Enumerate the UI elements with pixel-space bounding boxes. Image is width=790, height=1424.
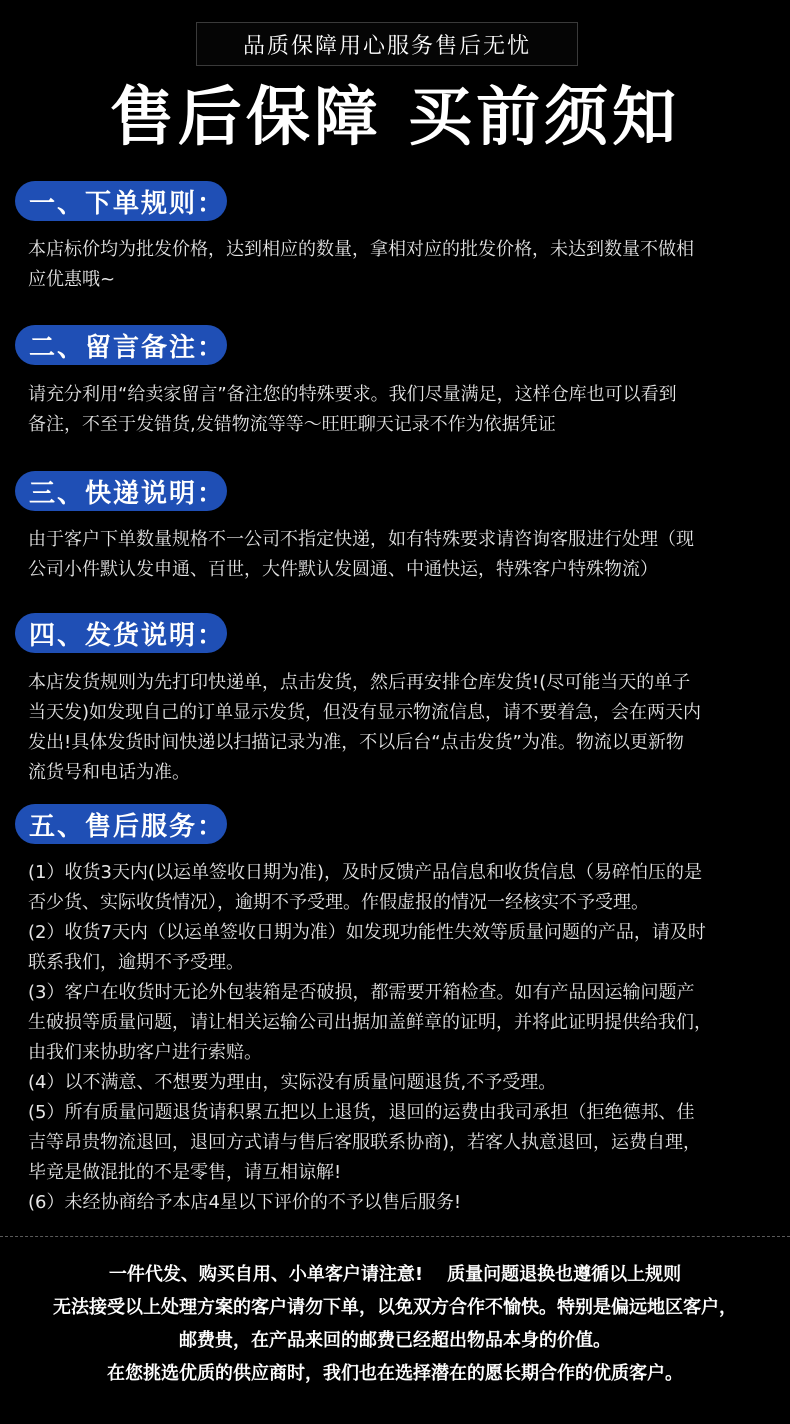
text-line: 毕竟是做混批的不是零售，请互相谅解! bbox=[28, 1162, 342, 1183]
text-line: 请充分利用“给卖家留言”备注您的特殊要求。我们尽量满足，这样仓库也可以看到 bbox=[28, 384, 677, 405]
footer-line-1 bbox=[0, 1258, 790, 1291]
text-line: (1）收货3天内(以运单签收日期为准)，及时反馈产品信息和收货信息（易碎怕压的是 bbox=[28, 862, 702, 883]
text-line: 应优惠哦~ bbox=[28, 269, 116, 290]
footer-line-1-rule: 质量问题退换也遵循以上规则 bbox=[447, 1264, 682, 1285]
section-body-order-rules bbox=[28, 235, 776, 295]
text-line: 吉等昂贵物流退回，退回方式请与售后客服联系协商)，若客人执意退回，运费自理， bbox=[28, 1132, 702, 1153]
section-heading-notes bbox=[15, 325, 227, 365]
dashed-divider bbox=[0, 1236, 790, 1237]
section-heading-shipping bbox=[15, 613, 227, 653]
footer-line-4: 在您挑选优质的供应商时，我们也在选择潜在的愿长期合作的优质客户。 bbox=[107, 1363, 683, 1384]
section-body-shipping bbox=[28, 668, 776, 788]
footer-line-2: 无法接受以上处理方案的客户请勿下单，以免双方合作不愉快。特别是偏远地区客户， bbox=[53, 1297, 737, 1318]
text-line: 流货号和电话为准。 bbox=[28, 762, 190, 783]
text-line: 由我们来协助客户进行索赔。 bbox=[28, 1042, 262, 1063]
text-line: 发出!具体发货时间快递以扫描记录为准，不以后台“点击发货”为准。物流以更新物 bbox=[28, 732, 684, 753]
text-line: 生破损等质量问题，请让相关运输公司出据加盖鲜章的证明，并将此证明提供给我们， bbox=[28, 1012, 712, 1033]
section-heading-label: 五、售后服务： bbox=[29, 811, 226, 842]
text-line: (4）以不满意、不想要为理由，实际没有质量问题退货,不予受理。 bbox=[28, 1072, 557, 1093]
text-line: 当天发)如发现自己的订单显示发货，但没有显示物流信息，请不要着急，会在两天内 bbox=[28, 702, 702, 723]
text-line: 公司小件默认发申通、百世，大件默认发圆通、中通快运，特殊客户特殊物流） bbox=[28, 559, 658, 580]
text-line: (3）客户在收货时无论外包装箱是否破损，都需要开箱检查。如有产品因运输问题产 bbox=[28, 982, 695, 1003]
text-line: 本店发货规则为先打印快递单，点击发货，然后再安排仓库发货!(尽可能当天的单子 bbox=[28, 672, 691, 693]
footer-line-1-notice: 一件代发、购买自用、小单客户请注意! bbox=[108, 1264, 424, 1285]
footer-notice bbox=[0, 1258, 790, 1390]
text-line: 由于客户下单数量规格不一公司不指定快递，如有特殊要求请咨询客服进行处理（现 bbox=[28, 529, 694, 550]
section-heading-label: 四、发货说明： bbox=[29, 620, 226, 651]
tagline-text: 品质保障用心服务售后无忧 bbox=[242, 33, 531, 59]
section-body-after-sales bbox=[28, 858, 776, 1218]
section-heading-express bbox=[15, 471, 227, 511]
text-line: 本店标价均为批发价格，达到相应的数量，拿相对应的批发价格，未达到数量不做相 bbox=[28, 239, 694, 260]
section-heading-label: 二、留言备注： bbox=[29, 332, 226, 363]
footer-line-3: 邮费贵，在产品来回的邮费已经超出物品本身的价值。 bbox=[179, 1330, 611, 1351]
text-line: (6）未经协商给予本店4星以下评价的不予以售后服务! bbox=[28, 1192, 462, 1213]
section-heading-order-rules bbox=[15, 181, 227, 221]
text-line: 备注，不至于发错货,发错物流等等～旺旺聊天记录不作为依据凭证 bbox=[28, 414, 556, 435]
section-heading-label: 三、快递说明： bbox=[29, 478, 226, 509]
text-line: 否少货、实际收货情况），逾期不予受理。作假虚报的情况一经核实不予受理。 bbox=[28, 892, 649, 913]
page-title: 售后保障 买前须知 bbox=[109, 81, 681, 155]
section-heading-after-sales bbox=[15, 804, 227, 844]
section-heading-label: 一、下单规则： bbox=[29, 188, 226, 219]
tagline-banner bbox=[196, 22, 578, 66]
section-body-notes bbox=[28, 380, 776, 440]
section-body-express bbox=[28, 525, 776, 585]
text-line: (2）收货7天内（以运单签收日期为准）如发现功能性失效等质量问题的产品，请及时 bbox=[28, 922, 706, 943]
text-line: (5）所有质量问题退货请积累五把以上退货，退回的运费由我司承担（拒绝德邦、佳 bbox=[28, 1102, 695, 1123]
text-line: 联系我们，逾期不予受理。 bbox=[28, 952, 244, 973]
